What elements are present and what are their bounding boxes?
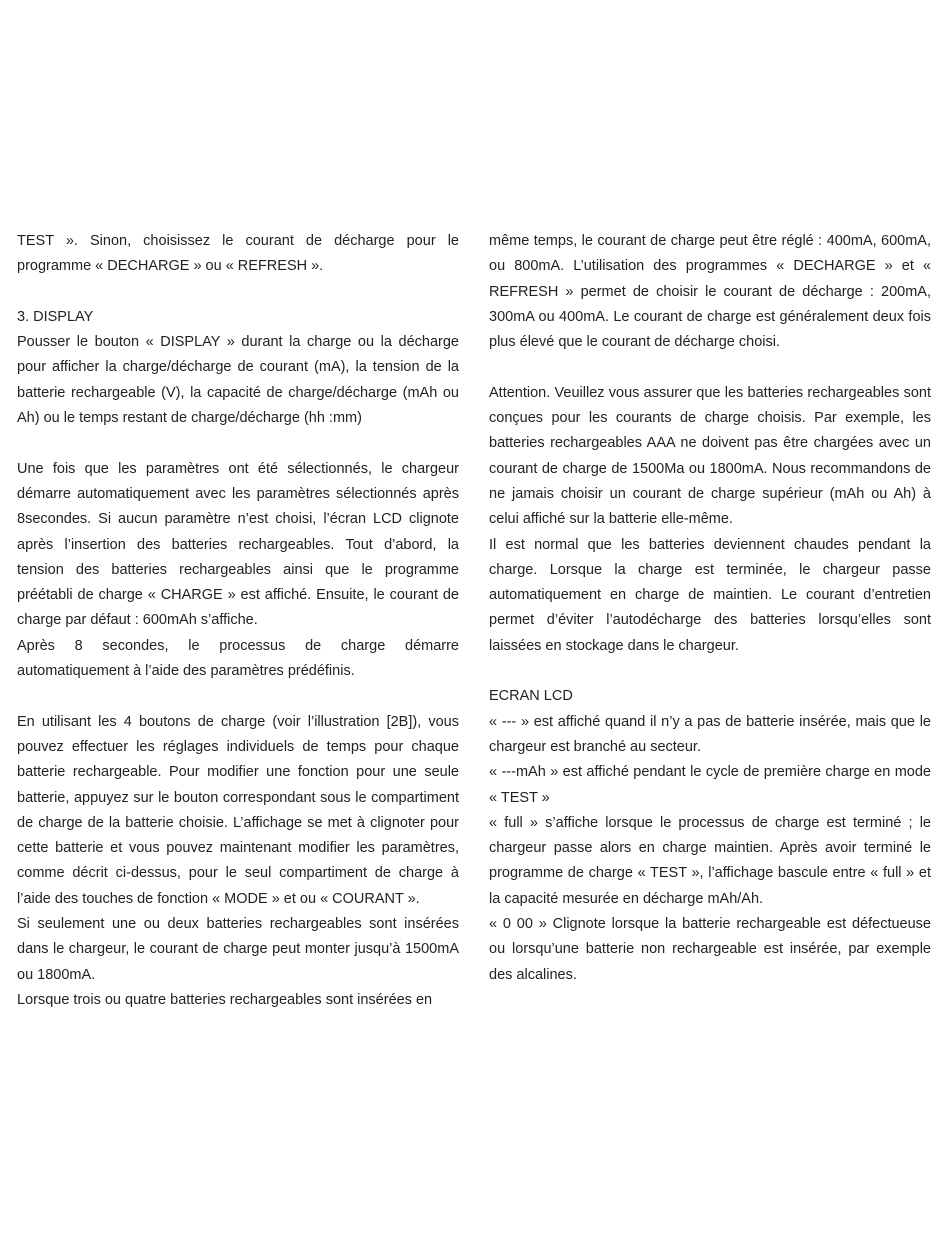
paragraph-charge-buttons: En utilisant les 4 boutons de charge (voir l’illustration [2B]), vous pouvez effectuer les réglages individuels de temps pour chaque batterie rechargeable. Pour modifier une fonction pour une seule batterie, appuyez sur le bouton correspondant sous le compartiment de charge de la batterie choisie. L’affichage se met à clignoter pour cette batterie et vous pouvez maintenant modifier les paramètres, comme décrit ci-dessus, pour le seul compartiment de charge à l’aide des touches de fonction « MODE » et ou « COURANT ».	[17, 713, 459, 907]
right-column	[489, 229, 931, 988]
paragraph-display-button: Pousser le bouton « DISPLAY » durant la charge ou la décharge pour afficher la charge/décharge de courant (mA), la tension de la batterie rechargeable (V), la capacité de charge/décharge (mAh ou Ah) ou le temps restant de charge/décharge (hh :mm)	[17, 334, 459, 427]
paragraph-gap	[489, 355, 931, 380]
paragraph-lcd-no-battery: « --- » est affiché quand il n’y a pas de batterie insérée, mais que le chargeur est branché au secteur.	[489, 713, 931, 755]
paragraph-one-or-two-batteries: Si seulement une ou deux batteries rechargeables sont insérées dans le chargeur, le courant de charge peut monter jusqu’à 1500mA ou 1800mA.	[17, 916, 459, 983]
paragraph-gap	[17, 280, 459, 305]
paragraph-auto-start: Une fois que les paramètres ont été sélectionnés, le chargeur démarre automatiquement avec les paramètres sélectionnés après 8secondes. Si aucun paramètre n’est choisi, l’écran LCD clignote après l’insertion des batteries rechargeables. Tout d’abord, la tension des batteries rechargeables ainsi que le programme préétabli de charge « CHARGE » est affiché. Ensuite, le courant de charge par défaut : 600mAh s’affiche.	[17, 460, 459, 629]
paragraph-charge-current-options: même temps, le courant de charge peut être réglé : 400mA, 600mA, ou 800mA. L’utilisation des programmes « DECHARGE » et « REFRESH » permet de choisir le courant de décharge : 200mA, 300mA ou 400mA. Le courant de charge est généralement deux fois plus élevé que le courant de décharge choisi.	[489, 233, 931, 351]
paragraph-lcd-defective: « 0 00 » Clignote lorsque la batterie rechargeable est défectueuse ou lorsqu’une batterie non rechargeable est insérée, par exemple des alcalines.	[489, 916, 931, 983]
paragraph-gap	[17, 684, 459, 709]
section-heading-display: 3. DISPLAY	[17, 308, 94, 325]
paragraph-three-or-four-batteries: Lorsque trois ou quatre batteries rechargeables sont insérées en	[17, 991, 433, 1008]
paragraph-gap	[17, 431, 459, 456]
paragraph-attention: Attention. Veuillez vous assurer que les batteries rechargeables sont conçues pour les courants de charge choisis. Par exemple, les batteries rechargeables AAA ne doivent pas être chargées avec un courant de charge de 1500Ma ou 1800mA. Nous recommandons de ne jamais choisir un courant de charge supérieur (mAh ou Ah) à celui affiché sur la batterie elle-même.	[489, 384, 931, 528]
paragraph-batteries-warm: Il est normal que les batteries deviennent chaudes pendant la charge. Lorsque la charge est terminée, le chargeur passe automatiquement en charge de maintien. Le courant d’entretien permet d’éviter l’autodécharge des batteries lorsqu’elles sont laissées en stockage dans le chargeur.	[489, 536, 931, 654]
paragraph-after-8-seconds: Après 8 secondes, le processus de charge démarre automatiquement à l’aide des paramètres prédéfinis.	[17, 637, 459, 680]
section-heading-lcd: ECRAN LCD	[489, 688, 573, 705]
paragraph-test-discharge: TEST ». Sinon, choisissez le courant de décharge pour le programme « DECHARGE » ou « REFRESH ».	[17, 233, 459, 275]
left-column	[17, 229, 459, 1013]
paragraph-gap	[489, 659, 931, 684]
paragraph-lcd-full: « full » s’affiche lorsque le processus de charge est terminé ; le chargeur passe alors en charge maintien. Après avoir terminé le programme de charge « TEST », l’affichage bascule entre « full » et la capacité mesurée en décharge mAh/Ah.	[489, 814, 931, 907]
paragraph-lcd-mah: « ---mAh » est affiché pendant le cycle de première charge en mode « TEST »	[489, 764, 931, 806]
